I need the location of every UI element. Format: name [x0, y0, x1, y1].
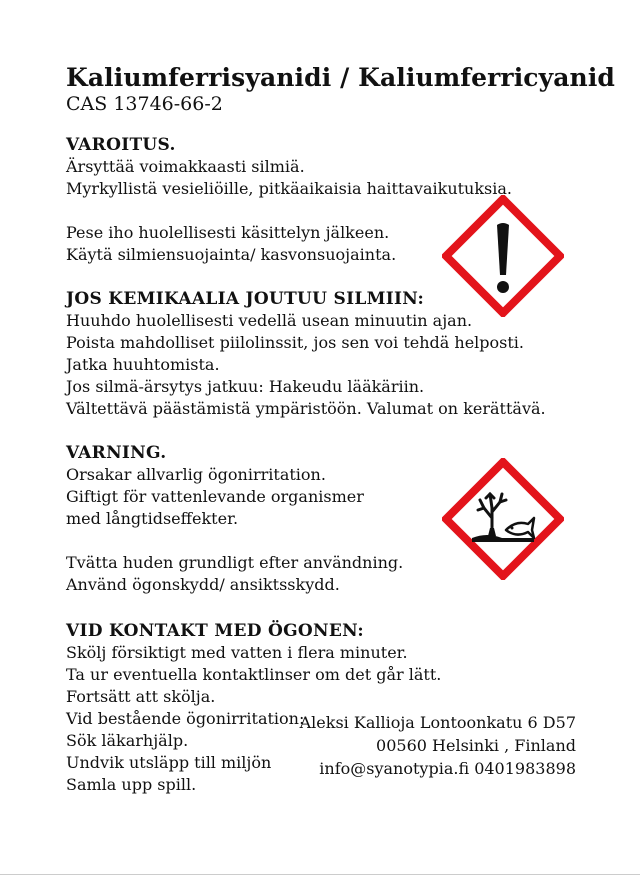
swedish-eyes-instruction: Fortsätt att skölja.	[66, 687, 216, 706]
swedish-hazard-line: Orsakar allvarlig ögonirritation.	[66, 465, 326, 484]
swedish-eyes-instruction: Sök läkarhjälp.	[66, 731, 189, 750]
exclamation-mark-icon	[442, 195, 564, 317]
supplier-contact: info@syanotypia.fi 0401983898	[319, 759, 576, 778]
swedish-hazard-line: Giftigt för vattenlevande organismer	[66, 487, 364, 506]
finnish-eyes-instruction: Vältettävä päästämistä ympäristöön. Valumat on kerättävä.	[66, 399, 546, 418]
finnish-eyes-instruction: Poista mahdolliset piilolinssit, jos sen voi tehdä helposti.	[66, 333, 524, 352]
swedish-precaution-line: Använd ögonskydd/ ansiktsskydd.	[66, 575, 340, 594]
finnish-precaution-line: Pese iho huolellisesti käsittelyn jälkeen.	[66, 223, 390, 242]
swedish-precaution-line: Tvätta huden grundligt efter användning.	[66, 553, 404, 572]
supplier-name-street: Aleksi Kallioja Lontoonkatu 6 D57	[299, 713, 576, 732]
supplier-address	[300, 711, 576, 780]
swedish-warning-heading: VARNING.	[66, 443, 167, 463]
environment-hazard-icon	[442, 458, 564, 580]
finnish-eyes-instruction: Jos silmä-ärsytys jatkuu: Hakeudu lääkäriin.	[66, 377, 425, 396]
swedish-eyes-instruction: Samla upp spill.	[66, 775, 197, 794]
finnish-eyes-instruction: Jatka huuhtomista.	[66, 355, 220, 374]
finnish-hazard-line: Ärsyttää voimakkaasti silmiä.	[66, 157, 305, 176]
finnish-eyes-heading: JOS KEMIKAALIA JOUTUU SILMIIN:	[66, 289, 425, 309]
finnish-precaution-line: Käytä silmiensuojainta/ kasvonsuojainta.	[66, 245, 397, 264]
finnish-warning-heading: VAROITUS.	[66, 135, 176, 155]
swedish-eyes-heading: VID KONTAKT MED ÖGONEN:	[66, 621, 364, 641]
swedish-eyes-instruction: Vid bestående ögonirritation:	[66, 709, 305, 728]
swedish-eyes-instruction: Undvik utsläpp till miljön	[66, 753, 272, 772]
cas-number: CAS 13746-66-2	[66, 93, 223, 115]
swedish-hazard-line: med långtidseffekter.	[66, 509, 239, 528]
swedish-eyes-instruction: Skölj försiktigt med vatten i flera minuter.	[66, 643, 408, 662]
swedish-eyes-instruction: Ta ur eventuella kontaktlinser om det går lätt.	[66, 665, 442, 684]
finnish-hazard-line: Myrkyllistä vesieliöille, pitkäaikaisia haittavaikutuksia.	[66, 179, 513, 198]
product-title: Kaliumferrisyanidi / Kaliumferricyanid	[66, 63, 615, 92]
finnish-eyes-instruction: Huuhdo huolellisesti vedellä usean minuutin ajan.	[66, 311, 473, 330]
swedish-warning-section	[66, 442, 403, 596]
supplier-postal-city: 00560 Helsinki , Finland	[376, 736, 576, 755]
